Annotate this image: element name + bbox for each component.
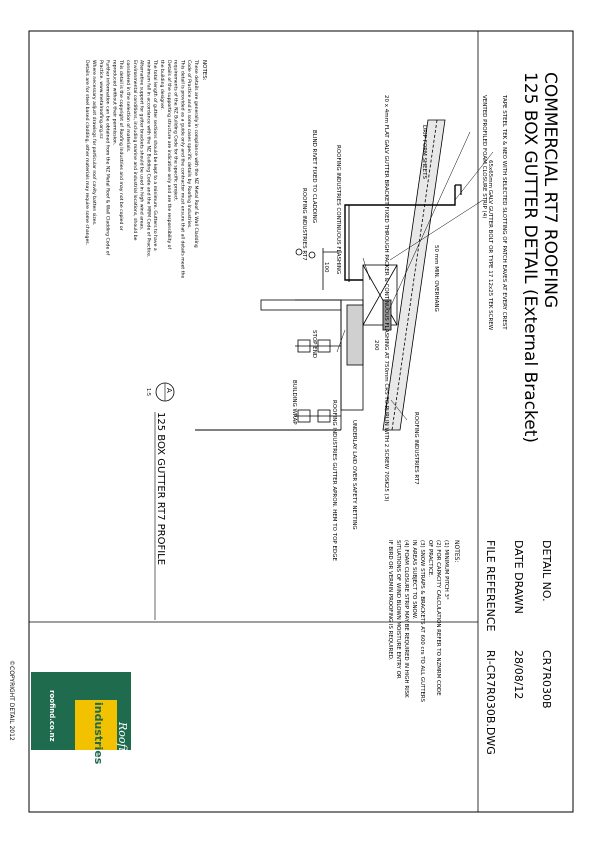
note-line: This detail is provided as a guide only and the contractor must ensure that all details meet the (179, 60, 185, 279)
note-line: Details are for steel based cladding, other materials may require some changes. (84, 60, 90, 246)
date-label: DATE DRAWN (512, 540, 525, 614)
callout-rt7-lower: ROOFING INDUSTRIES RT7 (301, 188, 307, 261)
company-logo (31, 672, 131, 765)
note-line: (4) FOAM CLOSURE STRIP MAY BE REQUIRED IN HIGH RISK (403, 540, 409, 698)
leader-c6 (363, 258, 370, 280)
callout-underlay: UNDERLAY LAID OVER SAFETY NETTING (351, 420, 357, 530)
callout-foam-closure: VENTED PROFILED FOAM CLOSURE STRIP (4) (481, 95, 487, 219)
callout-continuous-flashing: ROOFING INDUSTRIES CONTINUOUS FLASHING (335, 145, 341, 275)
note-line: The total length of gutter sections should be kept to a minimum. Gutters to have a (152, 60, 158, 251)
note-line: IN AREAS SUBJECT TO SNOW. (411, 540, 417, 620)
note-line: These details are generally in compliance with the NZ Metal Roof & Wall Cladding (193, 60, 198, 248)
section-marker-letter: A (165, 388, 173, 393)
title-line1: COMMERCIAL RT7 ROOFING (540, 72, 560, 309)
notes-right-list (387, 540, 449, 703)
notes-right-heading: NOTES: (453, 540, 460, 563)
note-line: SITUATIONS OF WIND BLOWN MOISTURE ENTRY OR (395, 540, 401, 679)
note-line: Environmental conditions, including marine and industrial locations, should be (131, 60, 137, 241)
note-line: (1) MINIMUM PITCH 3° (443, 540, 449, 600)
note-line: minimum fall in accordance with the NZ Building Code and the MRM Code of Practice. (145, 60, 151, 258)
callout-overhang: 50 mm MIN. OVERHANG (433, 245, 439, 312)
note-line: requirements of the NZ Building Code for the specific project. (172, 60, 178, 202)
note-line: the building designer. (159, 60, 164, 110)
callout-tape-steel: TAPE STEEL TEK & NEO WITH SELECTED SLOTTING OF PATCH EAVES AT EVERY CREST (501, 95, 507, 330)
note-line: Alternative support for gutter brackets should be used in high wind areas. (138, 60, 144, 231)
callout-drip-form: DRIP FORM SHEETS (421, 125, 427, 179)
logo-word-roofing: Roofing (116, 722, 129, 765)
dimension-200: 200 (373, 340, 379, 351)
note-line: Further information can be obtained from the NZ Metal Roof & Wall Cladding Code of (104, 60, 110, 256)
title-line2: 125 BOX GUTTER DETAIL (External Bracket) (520, 72, 540, 443)
note-line: Details of the supporting structure are indicative only and are the responsibility of (165, 60, 171, 250)
logo-word-industries: industries (92, 702, 105, 765)
note-line: (2) FOR CAPACITY CALCULATION REFER TO NZMRM CODE (435, 540, 441, 696)
callout-gutter-bracket: 20 x 4mm FLAT GALV GUTTER BRACKET FIXED THROUGH PACKER & CONTINUOUS FLASHING AT 750mm CRS TO PURLIN WITH 2 SCREW 70SK25 (3) (383, 95, 389, 502)
callout-stop-end: STOP END (311, 330, 317, 359)
date-value: 28/08/12 (512, 650, 525, 700)
note-line: reproduced without their permission. (111, 60, 117, 146)
callout-building-wrap: BUILDING WRAP (291, 380, 297, 425)
file-value: RI-CR7R030B.DWG (484, 650, 497, 755)
callout-gutter-bolt: 65x65mm GALV GUTTER BOLT OR TYPE 17 12x25 TEK SCREW (487, 160, 493, 331)
hatched-plate (347, 305, 363, 365)
callout-blind-rivet: BLIND RIVET FIXED TO CLADDING (311, 130, 317, 224)
rotated-sheet (8, 59, 560, 765)
notes-left-heading: NOTES: (201, 60, 207, 81)
wall-stud (261, 300, 341, 310)
notes-left-list (84, 59, 199, 278)
callout-rt7-upper: ROOFING INDUSTRIES RT7 (413, 412, 419, 485)
note-line: (3) SNOW STRAPS & BRACKETS AT 600 crs TO ALL GUTTERS (419, 540, 425, 703)
note-line: OF PRACTICE. (427, 540, 433, 577)
underlay-line (392, 120, 437, 430)
rivet-2 (309, 252, 315, 258)
section-marker (145, 383, 174, 620)
note-line: considered in the selection of materials. (125, 60, 130, 153)
file-label: FILE REFERENCE (484, 540, 497, 632)
note-line: Practice. www.metalroofing.org.nz (97, 60, 103, 139)
detail-no-label: DETAIL NO. (540, 540, 553, 602)
note-line: This detail is the copyright of Roofing Industries and may not be copied or (118, 60, 124, 231)
logo-url: roofind.co.nz (48, 690, 56, 742)
section-marker-scale: 1:5 (145, 388, 151, 397)
section-caption: 125 BOX GUTTER RT7 PROFILE (155, 412, 166, 566)
copyright: ©COPYRIGHT DETAIL 2012 (8, 660, 15, 741)
note-line: Code of Practice and in some cases specific details by Roofing Industries. (186, 60, 192, 229)
note-line: IF BIRD OR VERMIN PROOFING IS REQUIRED. (387, 540, 393, 661)
detail-no: CR7R030B (540, 650, 553, 709)
note-line: Where necessary adjust drawings for particular roof cavity batten sizes. (91, 60, 96, 226)
dimension-100: 100 (323, 262, 329, 273)
callout-gutter-apron: ROOFING INDUSTRIES GUTTER APRON. HEM TO TOP EDGE (331, 400, 337, 561)
